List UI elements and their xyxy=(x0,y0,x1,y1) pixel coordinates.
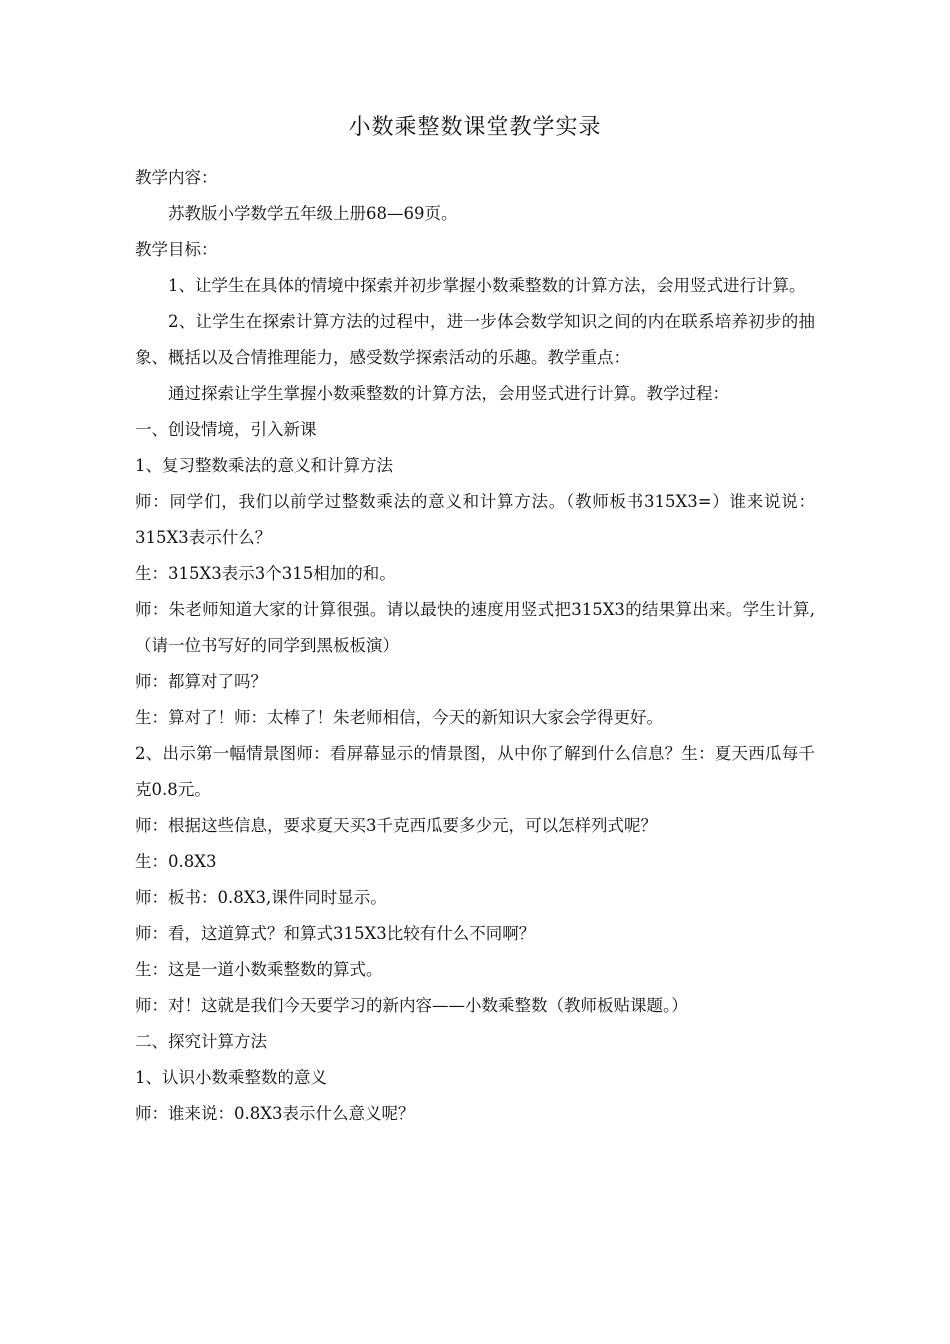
paragraph: 师：看，这道算式？和算式315X3比较有什么不同啊？ xyxy=(135,924,536,943)
paragraph: 2、让学生在探索计算方法的过程中，进一步体会数学知识之间的内在联系培养初步的抽象、概括以及合情推理能力，感受数学探索活动的乐趣。教学重点： xyxy=(135,312,815,367)
paragraph: 一、创设情境，引入新课 xyxy=(135,420,317,439)
paragraph: 师：根据这些信息，要求夏天买3千克西瓜要多少元，可以怎样列式呢？ xyxy=(135,816,657,835)
paragraph: 二、探究计算方法 xyxy=(135,1032,267,1051)
paragraph: 1、复习整数乘法的意义和计算方法 xyxy=(135,456,393,475)
paragraph: 师：都算对了吗？ xyxy=(135,672,267,691)
paragraph: 苏教版小学数学五年级上册68—69页。 xyxy=(168,204,458,223)
document-body xyxy=(135,160,815,1132)
paragraph: 生：0.8X3 xyxy=(135,852,217,871)
paragraph: 师：板书：0.8X3,课件同时显示。 xyxy=(135,888,387,907)
paragraph: 师：同学们，我们以前学过整数乘法的意义和计算方法。（教师板书315X3=）谁来说说：315X3表示什么？ xyxy=(135,492,815,547)
paragraph: 通过探索让学生掌握小数乘整数的计算方法，会用竖式进行计算。教学过程： xyxy=(168,384,729,403)
paragraph: 师：对！这就是我们今天要学习的新内容——小数乘整数（教师板贴课题。） xyxy=(135,996,688,1015)
paragraph: 1、认识小数乘整数的意义 xyxy=(135,1068,327,1087)
paragraph: 生：这是一道小数乘整数的算式。 xyxy=(135,960,383,979)
paragraph: 教学内容： xyxy=(135,168,218,187)
paragraph: 生：算对了！师：太棒了！朱老师相信，今天的新知识大家会学得更好。 xyxy=(135,708,663,727)
paragraph: 师：朱老师知道大家的计算很强。请以最快的速度用竖式把315X3的结果算出来。学生计算,（请一位书写好的同学到黑板板演） xyxy=(135,600,815,655)
paragraph: 1、让学生在具体的情境中探索并初步掌握小数乘整数的计算方法，会用竖式进行计算。 xyxy=(168,276,806,295)
paragraph: 生：315X3表示3个315相加的和。 xyxy=(135,564,396,583)
document-title: 小数乘整数课堂教学实录 xyxy=(348,115,602,140)
paragraph: 师：谁来说：0.8X3表示什么意义呢？ xyxy=(135,1104,415,1123)
paragraph: 教学目标： xyxy=(135,240,218,259)
paragraph: 2、出示第一幅情景图师：看屏幕显示的情景图，从中你了解到什么信息？生：夏天西瓜每千克0.8元。 xyxy=(135,744,815,799)
